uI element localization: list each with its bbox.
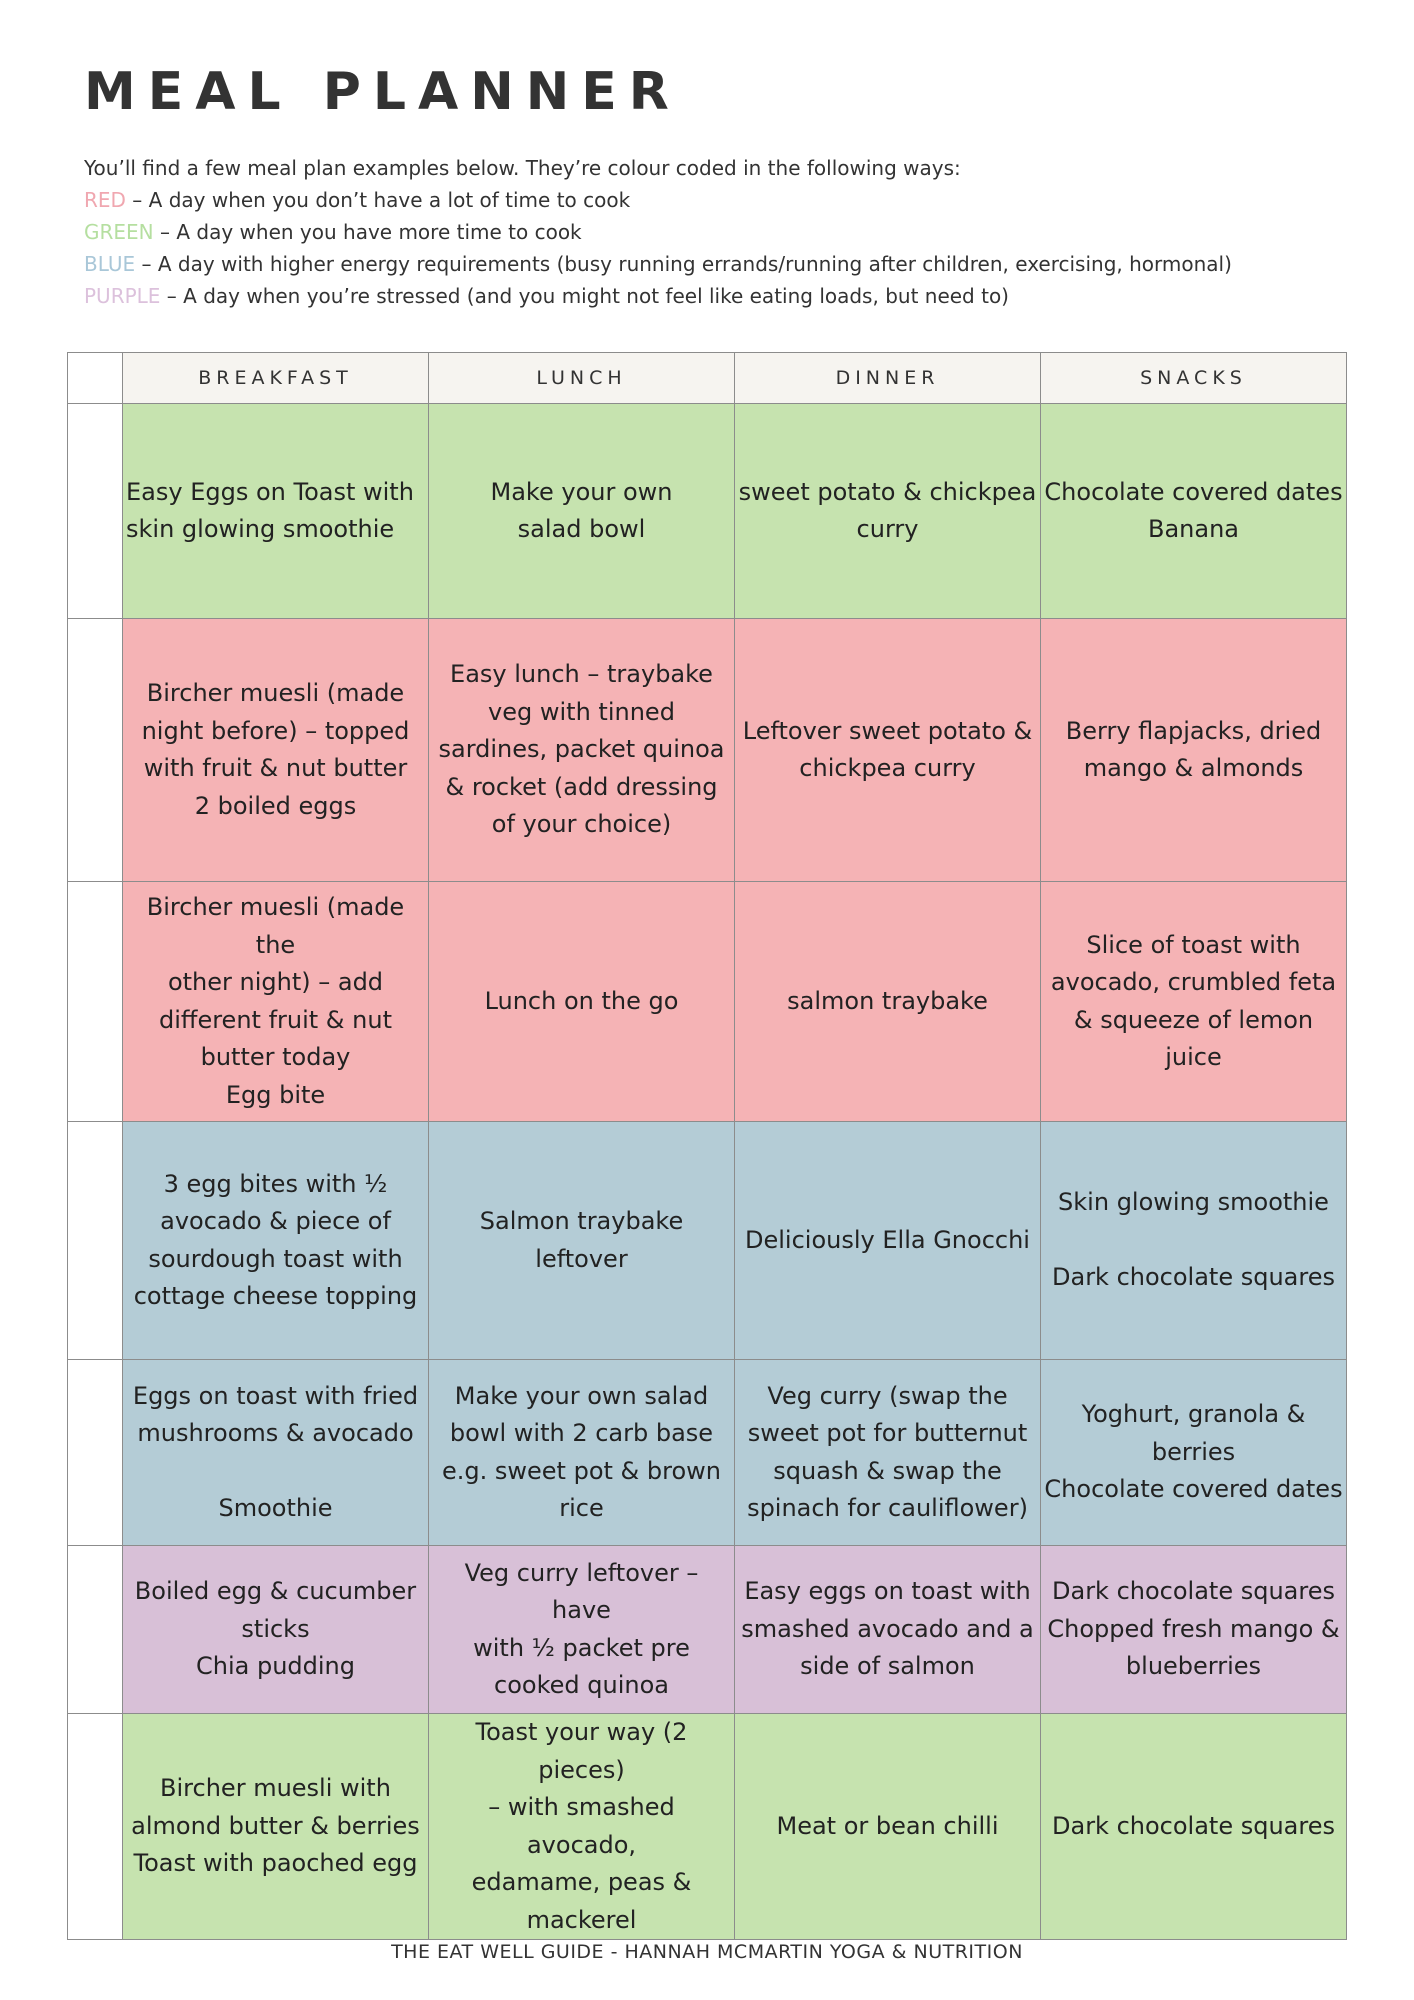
legend-keyword-blue: BLUE bbox=[84, 252, 136, 276]
dinner-cell bbox=[735, 1122, 1041, 1360]
cell-text: Boiled egg & cucumber sticks Chia pudding bbox=[134, 1577, 417, 1681]
page-footer: THE EAT WELL GUIDE - HANNAH MCMARTIN YOGA & NUTRITION bbox=[391, 1941, 1023, 1963]
cell-text: Yoghurt, granola & berries Chocolate covered dates bbox=[1044, 1400, 1343, 1504]
table-row bbox=[68, 1360, 1347, 1546]
cell-text: Leftover sweet potato & chickpea curry bbox=[742, 716, 1033, 782]
legend-desc-red: – A day when you don’t have a lot of time to cook bbox=[125, 188, 631, 212]
intro-line: You’ll find a few meal plan examples below. They’re colour coded in the following ways: bbox=[84, 156, 961, 180]
snacks-cell bbox=[1041, 1546, 1347, 1714]
table-row bbox=[68, 1546, 1347, 1714]
header-breakfast: BREAKFAST bbox=[123, 353, 429, 404]
cell-text: sweet potato & chickpea curry bbox=[738, 477, 1037, 543]
cell-text: Skin glowing smoothie Dark chocolate squares bbox=[1052, 1188, 1335, 1292]
legend-keyword-purple: PURPLE bbox=[84, 284, 161, 308]
header-snacks: SNACKS bbox=[1041, 353, 1347, 404]
dinner-cell bbox=[735, 1360, 1041, 1546]
legend-desc-green: – A day when you have more time to cook bbox=[153, 220, 582, 244]
row-index-cell bbox=[68, 1714, 123, 1940]
legend-desc-blue: – A day with higher energy requirements (busy running errands/running after children, exercising, hormonal) bbox=[135, 252, 1232, 276]
cell-text: Meat or bean chilli bbox=[776, 1811, 999, 1840]
row-index-cell bbox=[68, 404, 123, 619]
cell-text: salmon traybake bbox=[787, 986, 988, 1015]
legend-blue bbox=[84, 248, 1232, 280]
breakfast-cell bbox=[123, 1360, 429, 1546]
legend-red bbox=[84, 184, 1232, 216]
breakfast-cell bbox=[123, 619, 429, 882]
lunch-cell bbox=[429, 882, 735, 1122]
cell-text: Dark chocolate squares bbox=[1052, 1811, 1335, 1840]
header-lunch: LUNCH bbox=[429, 353, 735, 404]
lunch-cell bbox=[429, 1714, 735, 1940]
breakfast-cell bbox=[123, 882, 429, 1122]
cell-text: Make your own salad bowl with 2 carb base e.g. sweet pot & brown rice bbox=[442, 1381, 721, 1522]
dinner-cell bbox=[735, 619, 1041, 882]
lunch-cell bbox=[429, 1546, 735, 1714]
table-header-row bbox=[68, 353, 1347, 404]
breakfast-cell bbox=[123, 1122, 429, 1360]
row-index-cell bbox=[68, 882, 123, 1122]
table-row bbox=[68, 882, 1347, 1122]
lunch-cell bbox=[429, 619, 735, 882]
table-row bbox=[68, 1714, 1347, 1940]
cell-text: Veg curry leftover – have with ½ packet pre cooked quinoa bbox=[464, 1558, 699, 1699]
snacks-cell bbox=[1041, 882, 1347, 1122]
cell-text: Toast your way (2 pieces) – with smashed avocado, edamame, peas & mackerel bbox=[471, 1718, 692, 1934]
dinner-cell bbox=[735, 1714, 1041, 1940]
snacks-cell bbox=[1041, 619, 1347, 882]
cell-text: Salmon traybake leftover bbox=[479, 1207, 684, 1273]
legend-keyword-red: RED bbox=[84, 188, 126, 212]
snacks-cell bbox=[1041, 404, 1347, 619]
header-dinner: DINNER bbox=[735, 353, 1041, 404]
snacks-cell bbox=[1041, 1714, 1347, 1940]
cell-text: Bircher muesli (made night before) – topped with fruit & nut butter 2 boiled eggs bbox=[141, 679, 410, 820]
dinner-cell bbox=[735, 404, 1041, 619]
cell-text: Deliciously Ella Gnocchi bbox=[745, 1225, 1030, 1254]
cell-text: Bircher muesli (made the other night) – add different fruit & nut butter today Egg bite bbox=[146, 893, 405, 1109]
intro-text bbox=[84, 152, 1232, 312]
dinner-cell bbox=[735, 1546, 1041, 1714]
cell-text: Lunch on the go bbox=[484, 986, 679, 1015]
breakfast-cell bbox=[123, 404, 429, 619]
cell-text: 3 egg bites with ½ avocado & piece of sourdough toast with cottage cheese topping bbox=[133, 1169, 418, 1310]
cell-text: Slice of toast with avocado, crumbled feta & squeeze of lemon juice bbox=[1050, 930, 1337, 1071]
page-title: MEAL PLANNER bbox=[84, 62, 681, 122]
row-index-cell bbox=[68, 619, 123, 882]
legend-keyword-green: GREEN bbox=[84, 220, 154, 244]
cell-text: Easy lunch – traybake veg with tinned sardines, packet quinoa & rocket (add dressing of your choice) bbox=[438, 660, 725, 839]
cell-text: Dark chocolate squares Chopped fresh mango & blueberries bbox=[1047, 1577, 1340, 1681]
cell-text: Easy Eggs on Toast with skin glowing smoothie bbox=[126, 477, 414, 543]
snacks-cell bbox=[1041, 1360, 1347, 1546]
snacks-cell bbox=[1041, 1122, 1347, 1360]
breakfast-cell bbox=[123, 1546, 429, 1714]
row-index-cell bbox=[68, 1122, 123, 1360]
cell-text: Make your own salad bowl bbox=[490, 477, 673, 543]
dinner-cell bbox=[735, 882, 1041, 1122]
lunch-cell bbox=[429, 1122, 735, 1360]
lunch-cell bbox=[429, 1360, 735, 1546]
cell-text: Veg curry (swap the sweet pot for butternut squash & swap the spinach for cauliflower) bbox=[747, 1381, 1028, 1522]
table-row bbox=[68, 404, 1347, 619]
legend-purple bbox=[84, 280, 1232, 312]
lunch-cell bbox=[429, 404, 735, 619]
table-row bbox=[68, 1122, 1347, 1360]
row-index-cell bbox=[68, 1360, 123, 1546]
legend-desc-purple: – A day when you’re stressed (and you might not feel like eating loads, but need to) bbox=[160, 284, 1009, 308]
cell-text: Eggs on toast with fried mushrooms & avocado Smoothie bbox=[132, 1381, 419, 1522]
row-index-cell bbox=[68, 1546, 123, 1714]
cell-text: Bircher muesli with almond butter & berries Toast with paoched egg bbox=[131, 1774, 420, 1878]
meal-planner-table bbox=[67, 352, 1347, 1940]
cell-text: Berry flapjacks, dried mango & almonds bbox=[1065, 716, 1322, 782]
legend-green bbox=[84, 216, 1232, 248]
cell-text: Easy eggs on toast with smashed avocado and a side of salmon bbox=[741, 1577, 1034, 1681]
cell-text: Chocolate covered dates Banana bbox=[1044, 477, 1343, 543]
header-blank-cell bbox=[68, 353, 123, 404]
breakfast-cell bbox=[123, 1714, 429, 1940]
table-row bbox=[68, 619, 1347, 882]
